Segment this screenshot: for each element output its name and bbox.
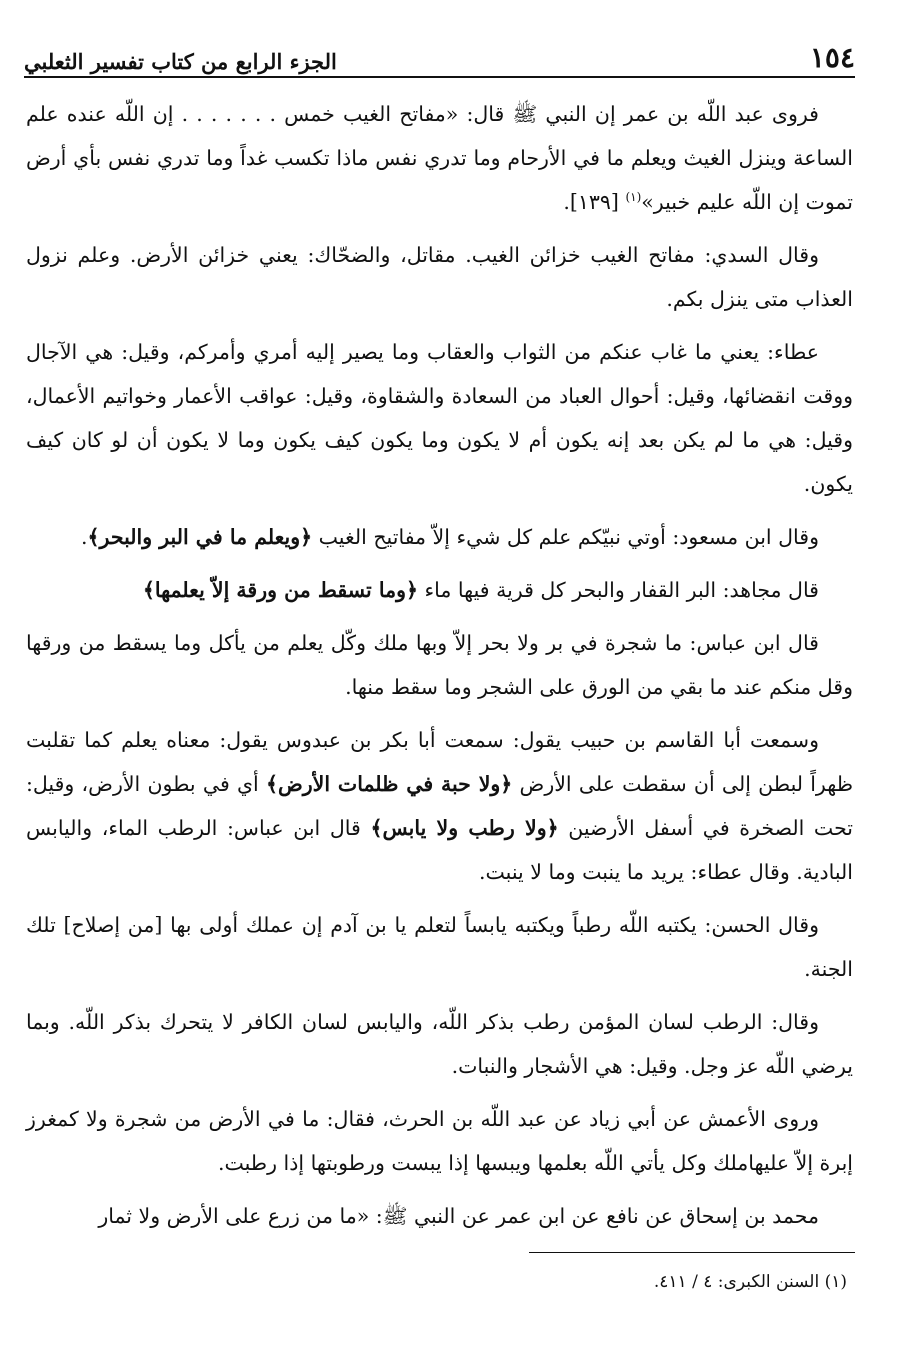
paragraph (26, 903, 853, 991)
paragraph (26, 92, 853, 224)
text-run: . (80, 525, 88, 549)
paragraph (26, 233, 853, 321)
text-run: وروى الأعمش عن أبي زياد عن عبد اللّه بن الحرث، فقال: ما في الأرض من شجرة ولا كمغرز إبرة إلاّ عليهاملك وكل يأتي اللّه بعلمها ويبسها إذا يبست ورطوبتها إذا رطبت. (26, 1107, 853, 1175)
quran-verse: ﴿وما تسقط من ورقة إلاّ يعلمها﴾ (142, 578, 418, 602)
text-run: أي في بطون الأرض، وقيل: تحت الصخرة في أسفل الأرضين (26, 772, 854, 840)
text-run: فروى عبد اللّه بن عمر إن النبي ﷺ قال: «مفاتح الغيب خمس . . . . . . . إن اللّه عنده علم الساعة وينزل الغيث ويعلم ما في الأرحام وما تدري نفس ماذا تكسب غداً وما تدري نفس بأي أرض تموت إن اللّه عليم خبير» (26, 102, 853, 214)
text-run: قال ابن عباس: الرطب الماء، واليابس البادية. وقال عطاء: يريد ما ينبت وما لا ينبت. (26, 816, 853, 884)
footnote: (١) السنن الكبرى: ٤ / ٤١١. (653, 1272, 847, 1292)
footnote-divider (529, 1252, 855, 1253)
quran-verse: ﴿ولا حبة في ظلمات الأرض﴾ (265, 772, 513, 796)
book-title-header: الجزء الرابع من كتاب تفسير الثعلبي (24, 49, 337, 74)
paragraph (26, 621, 853, 709)
running-header (24, 28, 855, 78)
text-run: وقال: الرطب لسان المؤمن رطب بذكر اللّه، واليابس لسان الكافر لا يتحرك بذكر اللّه. وبما يرضي اللّه عز وجل. وقيل: هي الأشجار والنبات. (26, 1010, 853, 1078)
main-text (26, 92, 853, 1247)
text-run: وقال السدي: مفاتح الغيب خزائن الغيب. مقاتل، والضحّاك: يعني خزائن الأرض. وعلم نزول العذاب متى ينزل بكم. (26, 243, 853, 311)
text-run: قال مجاهد: البر القفار والبحر كل قرية فيها ماء (417, 578, 819, 602)
text-run: وقال ابن مسعود: أوتي نبيّكم علم كل شيء إلاّ مفاتيح الغيب (312, 525, 819, 549)
text-run: عطاء: يعني ما غاب عنكم من الثواب والعقاب وما يصير إليه أمري وأمركم، وقيل: هي الآجال ووقت انقضائها، وقيل: أحوال العباد من السعادة والشقاوة، وقيل: عواقب الأعمار وخواتيم الأعمال، وقيل: هي ما لم يكن بعد إنه يكون أم لا يكون وما يكون كيف يكون وما لا يكون أن لو كان كيف يكون. (26, 340, 853, 496)
paragraph (26, 1000, 853, 1088)
text-run: [١٣٩]. (563, 190, 626, 214)
footnote-marker: (١) (625, 190, 642, 205)
quran-verse: ﴿ويعلم ما في البر والبحر﴾ (87, 525, 313, 549)
paragraph (26, 330, 853, 506)
paragraph (26, 1194, 853, 1238)
paragraph (26, 515, 853, 559)
paragraph (26, 718, 853, 894)
text-run: قال ابن عباس: ما شجرة في بر ولا بحر إلاّ وبها ملك وكّل يعلم من يأكل وما يسقط من ورقها وقل منكم عند ما بقي من الورق على الشجر وما سقط منها. (26, 631, 853, 699)
paragraph (26, 568, 853, 612)
page-number: ١٥٤ (809, 41, 855, 74)
quran-verse: ﴿ولا رطب ولا يابس﴾ (370, 816, 559, 840)
text-run: محمد بن إسحاق عن نافع عن ابن عمر عن النبي ﷺ: «ما من زرع على الأرض ولا ثمار (98, 1204, 819, 1228)
paragraph (26, 1097, 853, 1185)
text-run: وقال الحسن: يكتبه اللّه رطباً ويكتبه يابساً لتعلم يا بن آدم إن عملك أولى بها [من إصلاح] تلك الجنة. (26, 913, 853, 981)
text-run: وسمعت أبا القاسم بن حبيب يقول: سمعت أبا بكر بن عبدوس يقول: معناه يعلم كما تقلبت ظهراً لبطن إلى أن سقطت على الأرض (26, 728, 854, 796)
